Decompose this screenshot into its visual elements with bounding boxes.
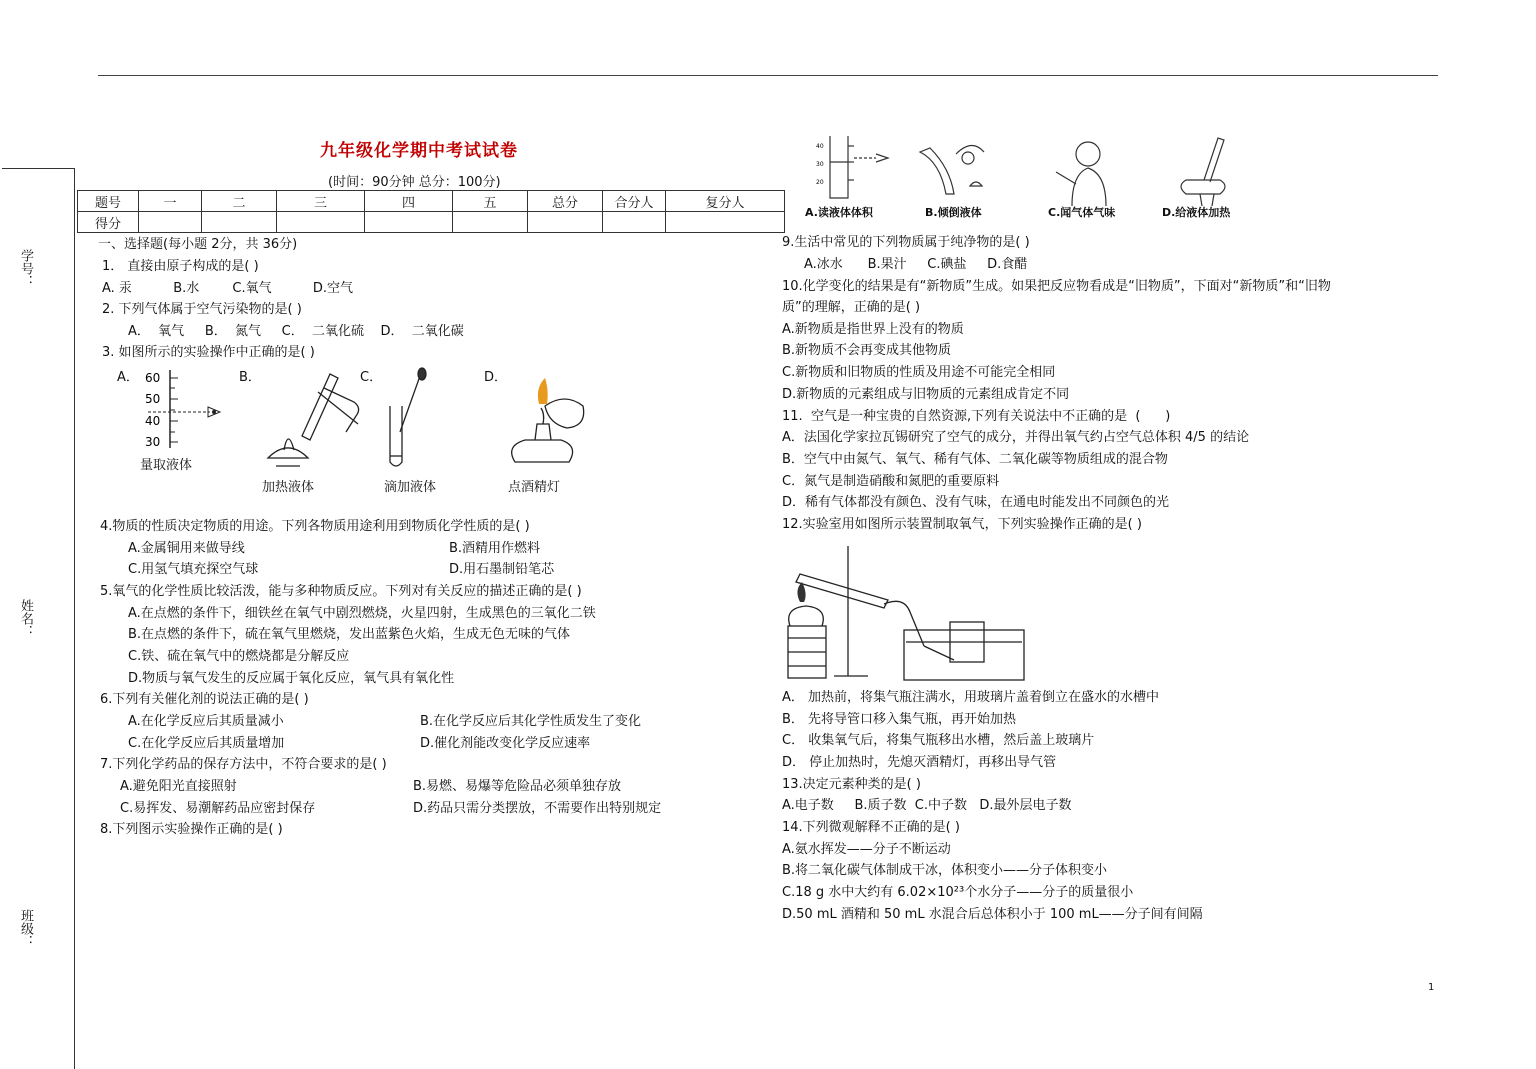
q7-option-a: A.避免阳光直接照射 <box>120 779 237 794</box>
q7-option-b: B.易燃、易爆等危险品必须单独存放 <box>413 779 622 794</box>
tick-label: 40 <box>816 143 824 150</box>
q14-option-d: D.50 mL 酒精和 50 mL 水混合后总体积小于 100 mL——分子间有间隔 <box>782 907 1203 922</box>
question-1-options: A. 汞 B.水 C.氧气 D.空气 <box>102 281 354 296</box>
q6-option-d: D.催化剂能改变化学反应速率 <box>420 736 591 751</box>
q12-option-c: C． 收集氧气后，将集气瓶移出水槽，然后盖上玻璃片 <box>782 733 1095 748</box>
question-3: 3. 如图所示的实验操作中正确的是( ) <box>102 345 315 360</box>
q4-option-a: A.金属铜用来做导线 <box>128 541 245 556</box>
section-heading: 一、选择题(每小题 2分，共 36分) <box>98 237 298 252</box>
table-cell: 五 <box>453 191 528 212</box>
q7-option-d: D.药品只需分类摆放，不需要作出特别规定 <box>413 801 662 816</box>
q4-option-c: C.用氢气填充探空气球 <box>128 562 259 577</box>
question-9-options: A.冰水 B.果汁 C.碘盐 D.食醋 <box>804 257 1028 272</box>
q14-option-a: A.氨水挥发——分子不断运动 <box>782 842 951 857</box>
name-label: 姓名： <box>18 599 33 638</box>
q10-option-c: C.新物质和旧物质的性质及用途不可能完全相同 <box>782 365 1056 380</box>
question-9: 9.生活中常见的下列物质属于纯净物的是( ) <box>782 235 1030 250</box>
q3-caption-a: 量取液体 <box>140 458 193 473</box>
q3-label-a: A． <box>117 370 139 385</box>
q8-caption-c: C.闻气体气味 <box>1048 206 1116 219</box>
q4-option-b: B.酒精用作燃料 <box>449 541 541 556</box>
alcohol-lamp-figure <box>505 366 595 472</box>
question-12: 12.实验室用如图所示装置制取氧气，下列实验操作正确的是( ) <box>782 517 1142 532</box>
q10-option-d: D.新物质的元素组成与旧物质的元素组成肯定不同 <box>782 387 1070 402</box>
q4-option-d: D.用石墨制铅笔芯 <box>449 562 555 577</box>
question-4: 4.物质的性质决定物质的用途。下列各物质用途利用到物质化学性质的是( ) <box>100 519 530 534</box>
score-input-cell[interactable] <box>528 212 603 233</box>
score-input-cell[interactable] <box>365 212 453 233</box>
heating-liquid-figure <box>258 368 368 468</box>
table-cell: 总分 <box>528 191 603 212</box>
question-10: 10.化学变化的结果是有“新物质”生成。如果把反应物看成是“旧物质”，下面对“新物质”和“旧物 <box>782 279 1331 294</box>
table-cell: 得分 <box>78 212 139 233</box>
tick-label: 60 <box>145 371 161 385</box>
q11-option-d: D．稀有气体都没有颜色、没有气味，在通电时能发出不同颜色的光 <box>782 495 1170 510</box>
tick-label: 40 <box>145 414 161 428</box>
score-input-cell[interactable] <box>603 212 666 233</box>
page-number: 1 <box>1428 982 1435 993</box>
exam-title: 九年级化学期中考试试卷 <box>320 141 518 161</box>
student-id-label: 学号： <box>18 249 33 288</box>
q5-option-b: B.在点燃的条件下，硫在氧气里燃烧，发出蓝紫色火焰，生成无色无味的气体 <box>128 627 571 642</box>
question-1: 1． 直接由原子构成的是( ) <box>102 259 259 274</box>
q14-option-c: C.18 g 水中大约有 6.02×10²³个水分子——分子的质量很小 <box>782 885 1134 900</box>
table-cell: 题号 <box>78 191 139 212</box>
question-5: 5.氧气的化学性质比较活泼，能与多种物质反应。下列对有关反应的描述正确的是( ) <box>100 584 582 599</box>
tick-label: 50 <box>145 392 161 406</box>
q12-option-a: A． 加热前，将集气瓶注满水，用玻璃片盖着倒立在盛水的水槽中 <box>782 690 1160 705</box>
q3-label-d: D． <box>484 370 508 385</box>
q6-option-a: A.在化学反应后其质量减小 <box>128 714 284 729</box>
q11-option-b: B．空气中由氮气、氧气、稀有气体、二氧化碳等物质组成的混合物 <box>782 452 1168 467</box>
q3-caption-d: 点酒精灯 <box>508 480 561 495</box>
score-table <box>77 190 785 233</box>
q3-caption-b: 加热液体 <box>262 480 315 495</box>
question-13-options: A.电子数 B.质子数 C.中子数 D.最外层电子数 <box>782 798 1072 813</box>
question-6: 6.下列有关催化剂的说法正确的是( ) <box>100 692 309 707</box>
question-7: 7.下列化学药品的保存方法中，不符合要求的是( ) <box>100 757 387 772</box>
q6-option-c: C.在化学反应后其质量增加 <box>128 736 285 751</box>
tick-label: 30 <box>145 435 161 449</box>
score-table-score-row <box>78 212 785 233</box>
question-2-options: A． 氧气 B． 氮气 C． 二氧化硫 D． 二氧化碳 <box>128 324 464 339</box>
score-input-cell[interactable] <box>666 212 785 233</box>
q8-caption-a: A.读液体体积 <box>805 206 873 219</box>
table-cell: 三 <box>277 191 365 212</box>
question-11: 11. 空气是一种宝贵的自然资源,下列有关说法中不正确的是 ( ) <box>782 409 1171 424</box>
exam-subtitle: (时间：90分钟 总分：100分) <box>328 175 501 190</box>
oxygen-apparatus-figure <box>784 542 1034 684</box>
table-cell: 合分人 <box>603 191 666 212</box>
q6-option-b: B.在化学反应后其化学性质发生了变化 <box>420 714 642 729</box>
q10-option-a: A.新物质是指世界上没有的物质 <box>782 322 964 337</box>
q7-option-c: C.易挥发、易潮解药品应密封保存 <box>120 801 316 816</box>
table-cell: 二 <box>202 191 277 212</box>
q12-option-d: D． 停止加热时，先熄灭酒精灯，再移出导气管 <box>782 755 1057 770</box>
question-13: 13.决定元素种类的是( ) <box>782 777 921 792</box>
q5-option-d: D.物质与氧气发生的反应属于氧化反应，氧气具有氧化性 <box>128 671 455 686</box>
table-cell: 复分人 <box>666 191 785 212</box>
score-input-cell[interactable] <box>277 212 365 233</box>
q3-label-c: C． <box>360 370 383 385</box>
q3-label-b: B． <box>239 370 261 385</box>
tick-label: 20 <box>816 179 824 186</box>
header-rule <box>98 75 1438 76</box>
q5-option-c: C.铁、硫在氧气中的燃烧都是分解反应 <box>128 649 350 664</box>
question-8: 8.下列图示实验操作正确的是( ) <box>100 822 283 837</box>
table-cell: 四 <box>365 191 453 212</box>
q8-caption-d: D.给液体加热 <box>1162 206 1231 219</box>
table-cell: 一 <box>139 191 202 212</box>
tick-label: 30 <box>816 161 824 168</box>
class-label: 班级： <box>18 909 33 948</box>
q3-caption-c: 滴加液体 <box>384 480 437 495</box>
score-input-cell[interactable] <box>453 212 528 233</box>
q10-option-b: B.新物质不会再变成其他物质 <box>782 343 952 358</box>
question-14: 14.下列微观解释不正确的是( ) <box>782 820 960 835</box>
score-input-cell[interactable] <box>139 212 202 233</box>
q11-option-a: A．法国化学家拉瓦锡研究了空气的成分，并得出氧气约占空气总体积 4/5 的结论 <box>782 430 1250 445</box>
measuring-cylinder-figure <box>138 366 228 452</box>
question-2: 2. 下列气体属于空气污染物的是( ) <box>102 302 302 317</box>
q8-caption-b: B.倾倒液体 <box>925 206 982 219</box>
score-table-header-row <box>78 191 785 212</box>
q12-option-b: B． 先将导管口移入集气瓶，再开始加热 <box>782 712 1017 727</box>
q14-option-b: B.将二氧化碳气体制成干冰，体积变小——分子体积变小 <box>782 863 1108 878</box>
question-10-cont: 质”的理解，正确的是( ) <box>782 300 921 315</box>
q11-option-c: C．氮气是制造硝酸和氮肥的重要原料 <box>782 474 1000 489</box>
binding-margin <box>2 168 75 1069</box>
q5-option-a: A.在点燃的条件下，细铁丝在氧气中剧烈燃烧，火星四射，生成黑色的三氧化二铁 <box>128 606 596 621</box>
dropping-liquid-figure <box>378 366 438 472</box>
score-input-cell[interactable] <box>202 212 277 233</box>
